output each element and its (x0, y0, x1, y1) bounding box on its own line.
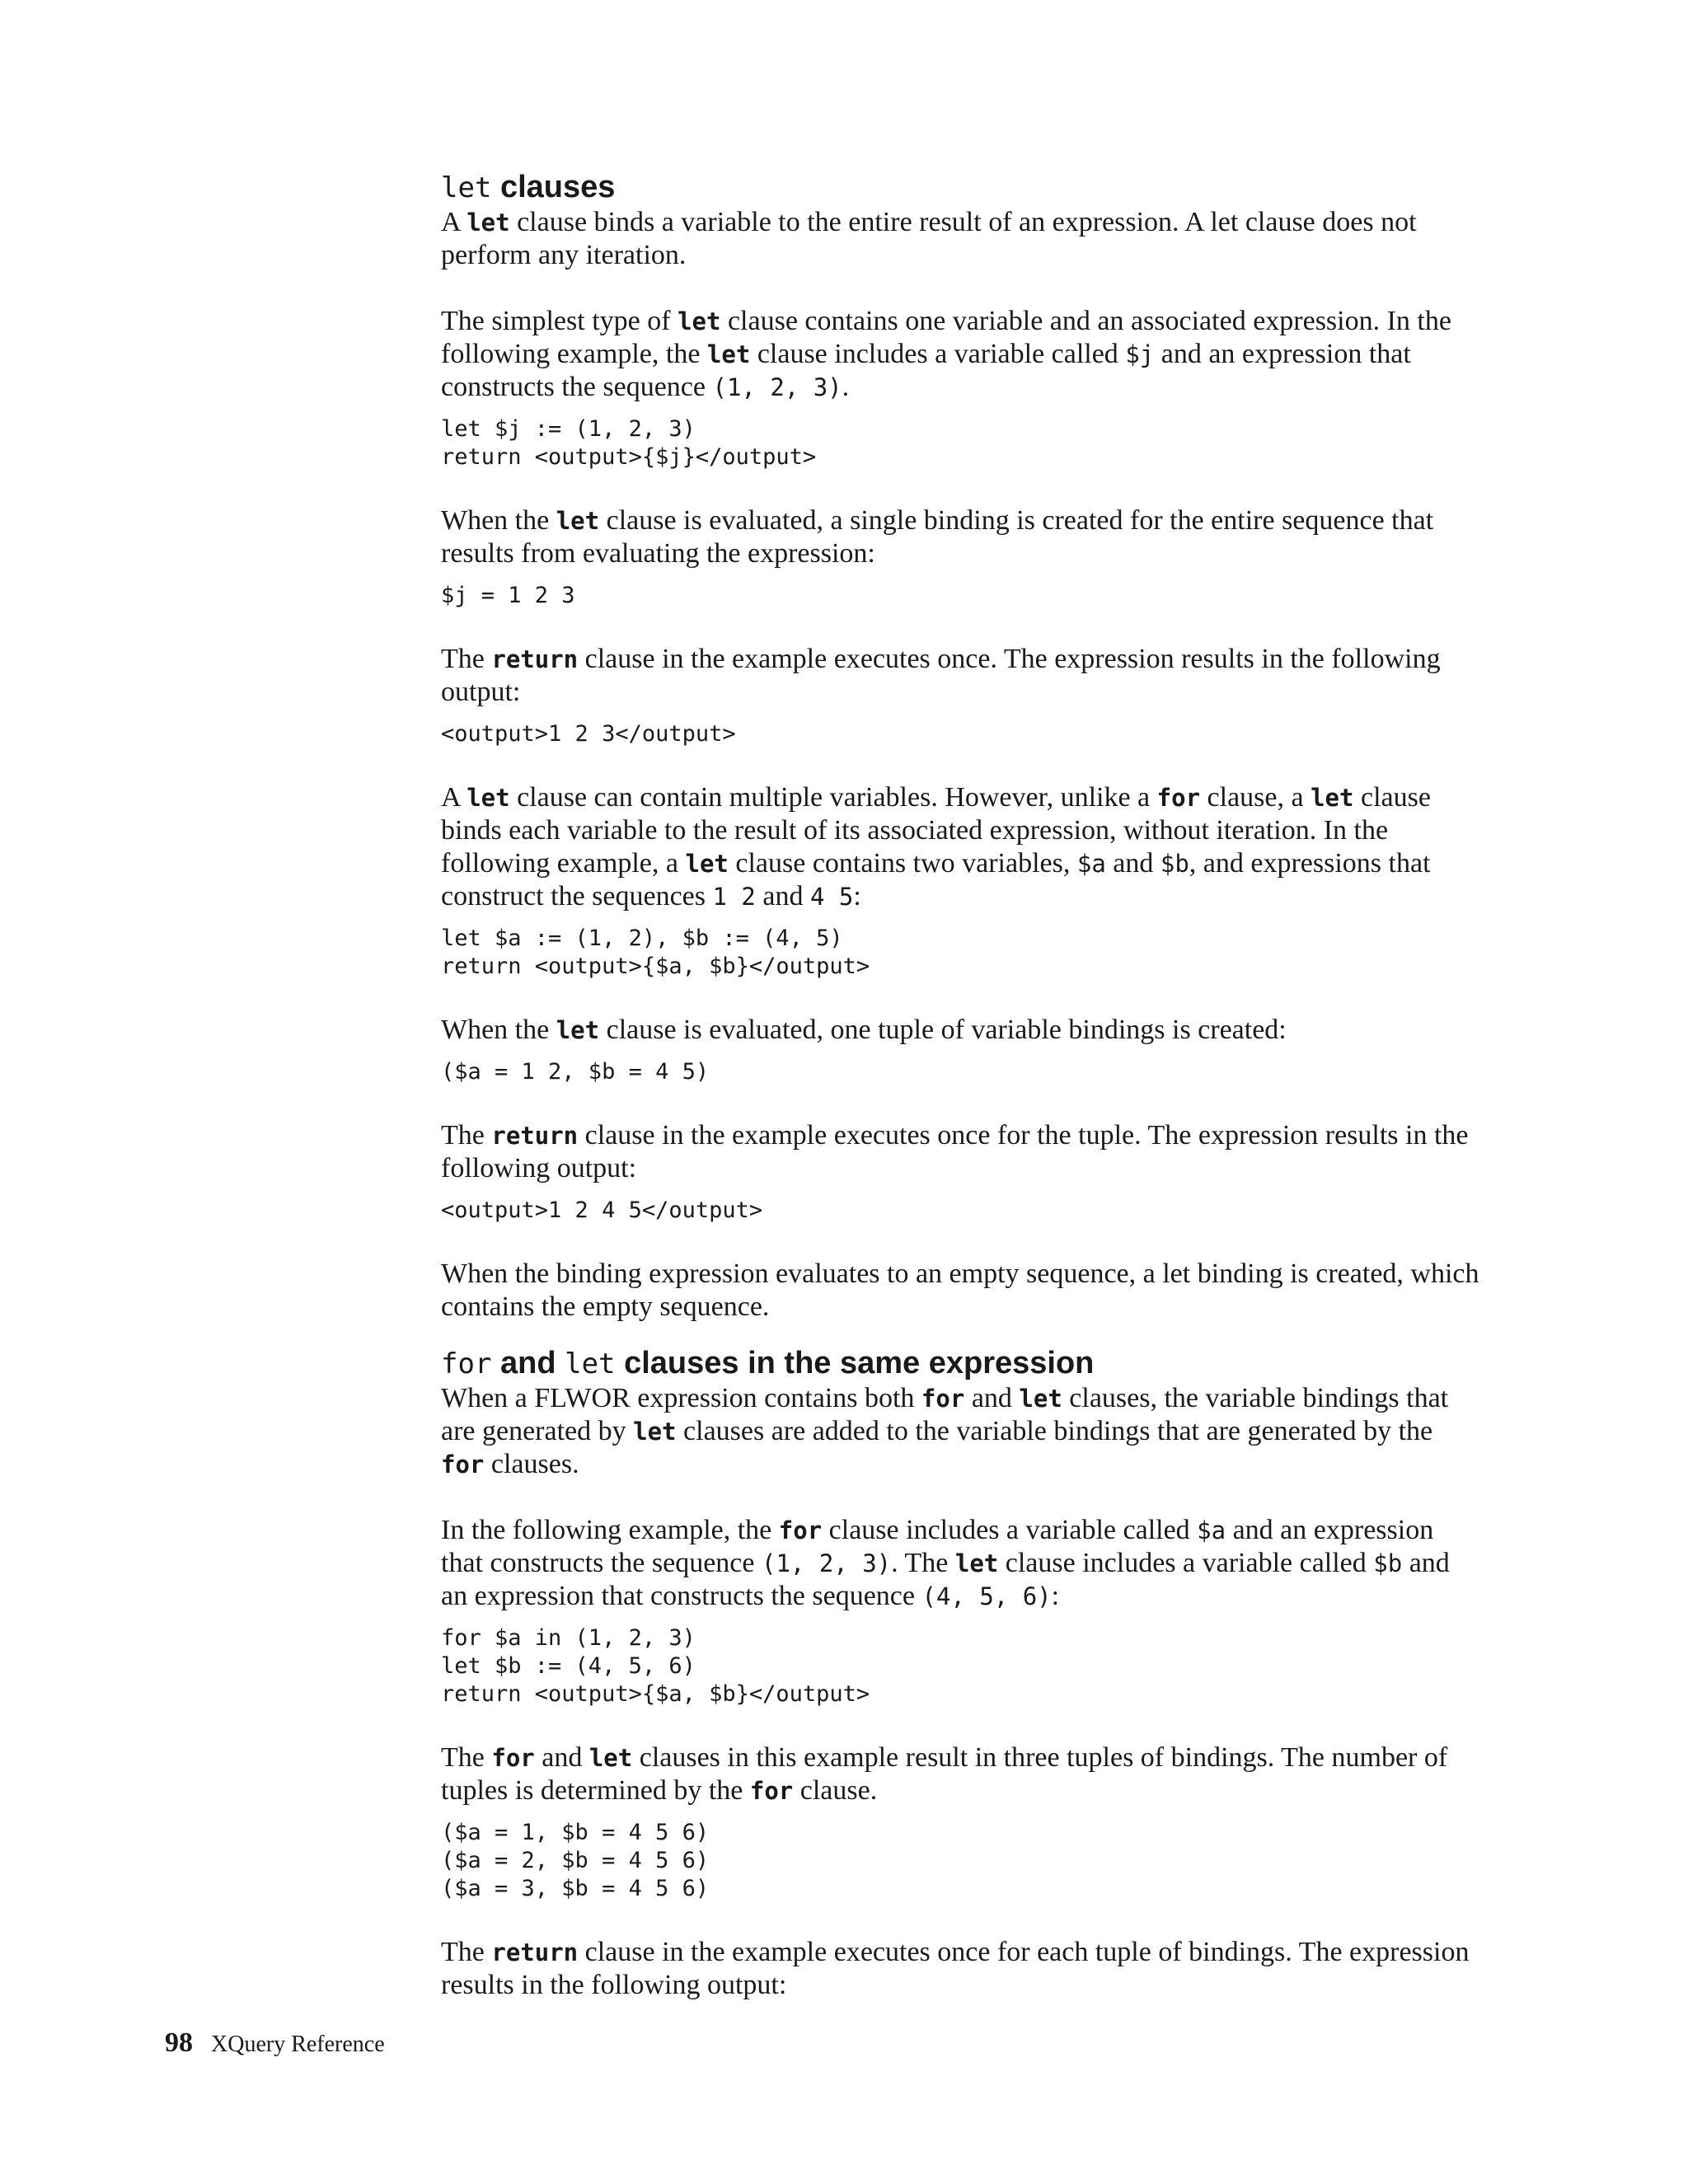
code-example: ($a = 1, $b = 4 5 6) ($a = 2, $b = 4 5 6) ($a = 3, $b = 4 5 6) (441, 1820, 710, 1901)
paragraph: The return clause in the example executes once for the tuple. The expression results in the following output: (441, 1120, 1469, 1183)
paragraph: A let clause can contain multiple variables. However, unlike a for clause, a let clause binds each variable to the result of its associated expression, without iteration. In the following example, a let clause contains two variables, $a and $b, and expressions that construct the sequences 1 2 and 4 5: (441, 782, 1431, 912)
section-heading-let-clauses (441, 169, 1479, 206)
code-example: let $j := (1, 2, 3) return <output>{$j}</output> (441, 416, 817, 470)
heading-keyword: let (441, 171, 492, 204)
code-example: let $a := (1, 2), $b := (4, 5) return <output>{$a, $b}</output> (441, 926, 870, 979)
paragraph: When the let clause is evaluated, a single binding is created for the entire sequence that results from evaluating the expression: (441, 505, 1434, 569)
paragraph: The simplest type of let clause contains one variable and an associated expression. In the following example, the let clause includes a variable called $j and an expression that constructs the sequence (1, 2, 3). (441, 306, 1451, 402)
page-content (441, 169, 1479, 2002)
paragraph: In the following example, the for clause includes a variable called $a and an expression that constructs the sequence (1, 2, 3). The let clause includes a variable called $b and an expression that constructs the sequence (4, 5, 6): (441, 1515, 1450, 1611)
paragraph: When the binding expression evaluates to an empty sequence, a let binding is created, which contains the empty sequence. (441, 1258, 1479, 1322)
paragraph: When the let clause is evaluated, one tuple of variable bindings is created: (441, 1015, 1287, 1045)
paragraph: The for and let clauses in this example result in three tuples of bindings. The number of tuples is determined by the for clause. (441, 1742, 1448, 1806)
paragraph: A let clause binds a variable to the entire result of an expression. A let clause does not perform any iteration. (441, 207, 1417, 270)
paragraph: When a FLWOR expression contains both for and let clauses, the variable bindings that are generated by let clauses are added to the variable bindings that are generated by the for clauses. (441, 1383, 1449, 1479)
code-example: <output>1 2 3</output> (441, 721, 736, 747)
page-number: 98 (165, 2027, 193, 2058)
footer-title: XQuery Reference (211, 2032, 385, 2057)
section-heading-for-and-let: for and let clauses in the same expression (441, 1346, 1095, 1380)
heading-text: clauses (491, 170, 616, 204)
code-example: ($a = 1 2, $b = 4 5) (441, 1059, 710, 1085)
code-example: <output>1 2 4 5</output> (441, 1197, 763, 1223)
paragraph: The return clause in the example executes once for each tuple of bindings. The expression results in the following output: (441, 1937, 1470, 2000)
page-footer (165, 2027, 385, 2059)
code-example: $j = 1 2 3 (441, 583, 575, 608)
paragraph: The return clause in the example executes once. The expression results in the following output: (441, 644, 1441, 707)
code-example: for $a in (1, 2, 3) let $b := (4, 5, 6) return <output>{$a, $b}</output> (441, 1625, 870, 1707)
